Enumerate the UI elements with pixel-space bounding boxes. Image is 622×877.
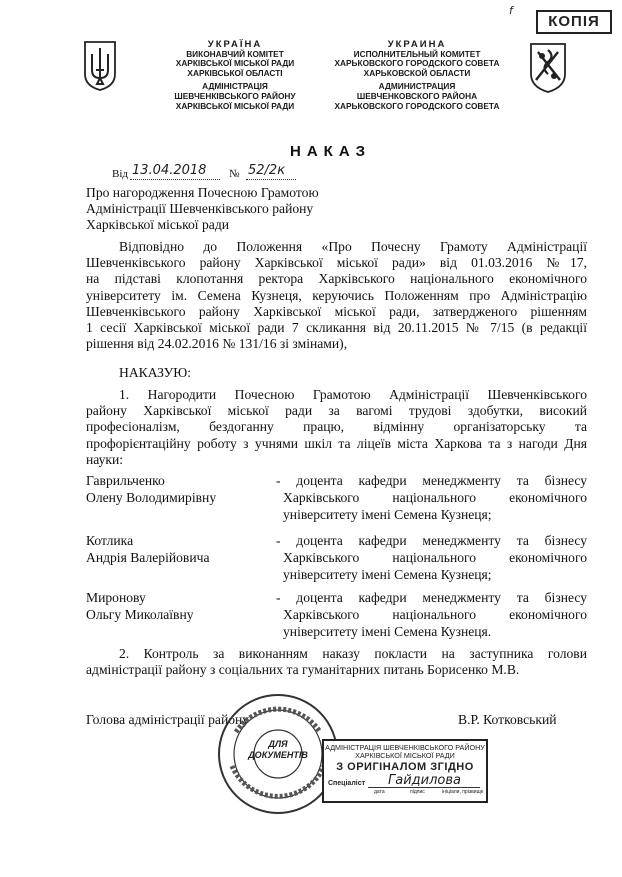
- certify-stamp-caption: підпис: [410, 789, 425, 795]
- item-1-line: 1. Нагородити Почесною Грамотою Адміністрації Шевченківського: [119, 387, 587, 402]
- awardee-position: університету імені Семена Кузнеця.: [283, 624, 492, 639]
- header-left-line3: ХАРКІВСЬКОЇ ОБЛАСТІ: [187, 67, 283, 78]
- preamble: [86, 239, 587, 352]
- awardee-surname: Гаврильченко: [86, 473, 165, 488]
- certify-stamp-signature: Гайдилова: [388, 773, 461, 788]
- certify-stamp-caption: дата: [374, 789, 385, 795]
- awardee-position: - доцента кафедри менеджменту та бізнесу: [276, 473, 587, 488]
- order-title: НАКАЗ: [290, 143, 372, 160]
- item-1-line: науки:: [86, 451, 124, 467]
- corner-mark: f: [509, 4, 513, 17]
- header-right-line2: ХАРЬКОВСКОГО ГОРОДСКОГО СОВЕТА: [334, 58, 500, 69]
- header-right-country: УКРАИНА: [387, 39, 447, 50]
- certify-stamp-main: З ОРИГІНАЛОМ ЗГІДНО: [336, 761, 474, 773]
- preamble-line: рішення від 24.02.2016 № 131/16 зі змінами),: [86, 336, 348, 352]
- header-left-line2: ХАРКІВСЬКОЇ МІСЬКОЇ РАДИ: [175, 58, 295, 69]
- awardee-position: - доцента кафедри менеджменту та бізнесу: [276, 590, 587, 605]
- signatory-position: Голова адміністрації району: [86, 712, 250, 727]
- number-value: 52/2к: [248, 163, 286, 178]
- item-1-line: професіоналізм, бездоганну працю, відмінну організаторську та: [86, 419, 587, 435]
- order-date-line: [112, 164, 342, 182]
- trident-emblem-icon: [82, 40, 118, 92]
- awardee-position: Харківського національного економічного: [283, 490, 587, 505]
- certify-stamp-caption: ініціали, прізвище: [442, 789, 484, 795]
- preamble-line: університету ім. Семена Кузнеця, керуючись Положенням про Адміністрацію: [86, 287, 587, 303]
- subject-line: Адміністрації Шевченківського району: [86, 201, 314, 217]
- header-left-line5: ШЕВЧЕНКІВСЬКОГО РАЙОНУ: [174, 90, 296, 101]
- header-right: [326, 40, 508, 111]
- round-stamp-text: ДОКУМЕНТІВ: [248, 750, 308, 760]
- signatory-name: В.Р. Котковський: [458, 712, 557, 727]
- preamble-line: 1 сесії Харківської міської ради 7 скликання від 20.11.2015 № 7/15 (в редакції: [86, 320, 587, 336]
- kharkiv-coat-of-arms-icon: [528, 40, 568, 94]
- awardee-name: Олену Володимирівну: [86, 490, 217, 505]
- item-1-line: району Харківської міської ради за вагомі трудові здобутки, високий: [86, 403, 587, 419]
- copy-stamp: КОПІЯ: [536, 10, 612, 34]
- number-label: №: [229, 168, 240, 180]
- item-1: [86, 387, 587, 468]
- awardee-position: університету імені Семена Кузнеця;: [283, 567, 492, 582]
- header-right-line4: АДМИНИСТРАЦИЯ: [378, 81, 456, 92]
- header-left-line4: АДМІНІСТРАЦІЯ: [202, 81, 268, 92]
- item-2: [86, 646, 587, 678]
- preamble-line: Шевченківського району Харківської міської ради» від 01.03.2016 №17,: [86, 255, 587, 271]
- awardee-surname: Миронову: [86, 590, 146, 605]
- round-stamp-text: ДЛЯ: [268, 739, 288, 749]
- awardee-surname: Котлика: [86, 533, 134, 548]
- preamble-line: на підставі клопотання ректора Харківського національного економічного: [86, 271, 587, 287]
- awardee-position: - доцента кафедри менеджменту та бізнесу: [276, 533, 587, 548]
- awardee-position: Харківського національного економічного: [283, 607, 587, 622]
- awardee-position: університету імені Семена Кузнеця;: [283, 507, 492, 522]
- date-label: Від: [112, 168, 128, 180]
- awardee-name: Андрія Валерійовича: [86, 550, 210, 565]
- certify-stamp-line: ХАРКІВСЬКОЇ МІСЬКОЇ РАДИ: [355, 751, 455, 760]
- preamble-line: Шевченківського району Харківської міської ради, затвердженого рішенням: [86, 303, 587, 319]
- header-left: [160, 40, 310, 111]
- item-2-line: 2. Контроль за виконанням наказу покласти на заступника голови: [119, 646, 587, 661]
- awardee-position: Харківського національного економічного: [283, 550, 587, 565]
- certify-stamp-role: Спеціаліст: [328, 780, 366, 787]
- certify-stamp-line: АДМІНІСТРАЦІЯ ШЕВЧЕНКІВСЬКОГО РАЙОНУ: [325, 743, 485, 752]
- header-right-line5: ШЕВЧЕНКОВСКОГО РАЙОНА: [356, 90, 478, 101]
- header-right-line3: ХАРЬКОВСКОЙ ОБЛАСТИ: [363, 67, 471, 78]
- certify-stamp: [322, 739, 488, 803]
- awardee-name: Ольгу Миколаївну: [86, 607, 194, 622]
- preamble-line: Відповідно до Положення «Про Почесну Грамоту Адміністрації: [119, 239, 587, 254]
- header-left-line6: ХАРКІВСЬКОЇ МІСЬКОЇ РАДИ: [175, 100, 295, 111]
- subject-line: Харківської міської ради: [86, 217, 230, 233]
- order-subject: [86, 185, 319, 234]
- item-1-line: профорієнтаційну роботу з учнями шкіл та ліцеїв міста Харкова та з нагоди Дня: [86, 435, 587, 451]
- subject-line: Про нагородження Почесною Грамотою: [86, 185, 319, 200]
- header-left-country: УКРАЇНА: [207, 39, 263, 50]
- item-2-line: адміністрації району з соціальних та гуманітарних питань Борисенко М.В.: [86, 662, 520, 678]
- date-value: 13.04.2018: [132, 163, 207, 178]
- header-right-line6: ХАРЬКОВСКОГО ГОРОДСКОГО СОВЕТА: [334, 100, 500, 111]
- order-word: НАКАЗУЮ:: [119, 365, 192, 380]
- header-left-line1: ВИКОНАВЧИЙ КОМІТЕТ: [186, 48, 284, 59]
- header-right-line1: ИСПОЛНИТЕЛЬНЫЙ КОМИТЕТ: [353, 48, 481, 59]
